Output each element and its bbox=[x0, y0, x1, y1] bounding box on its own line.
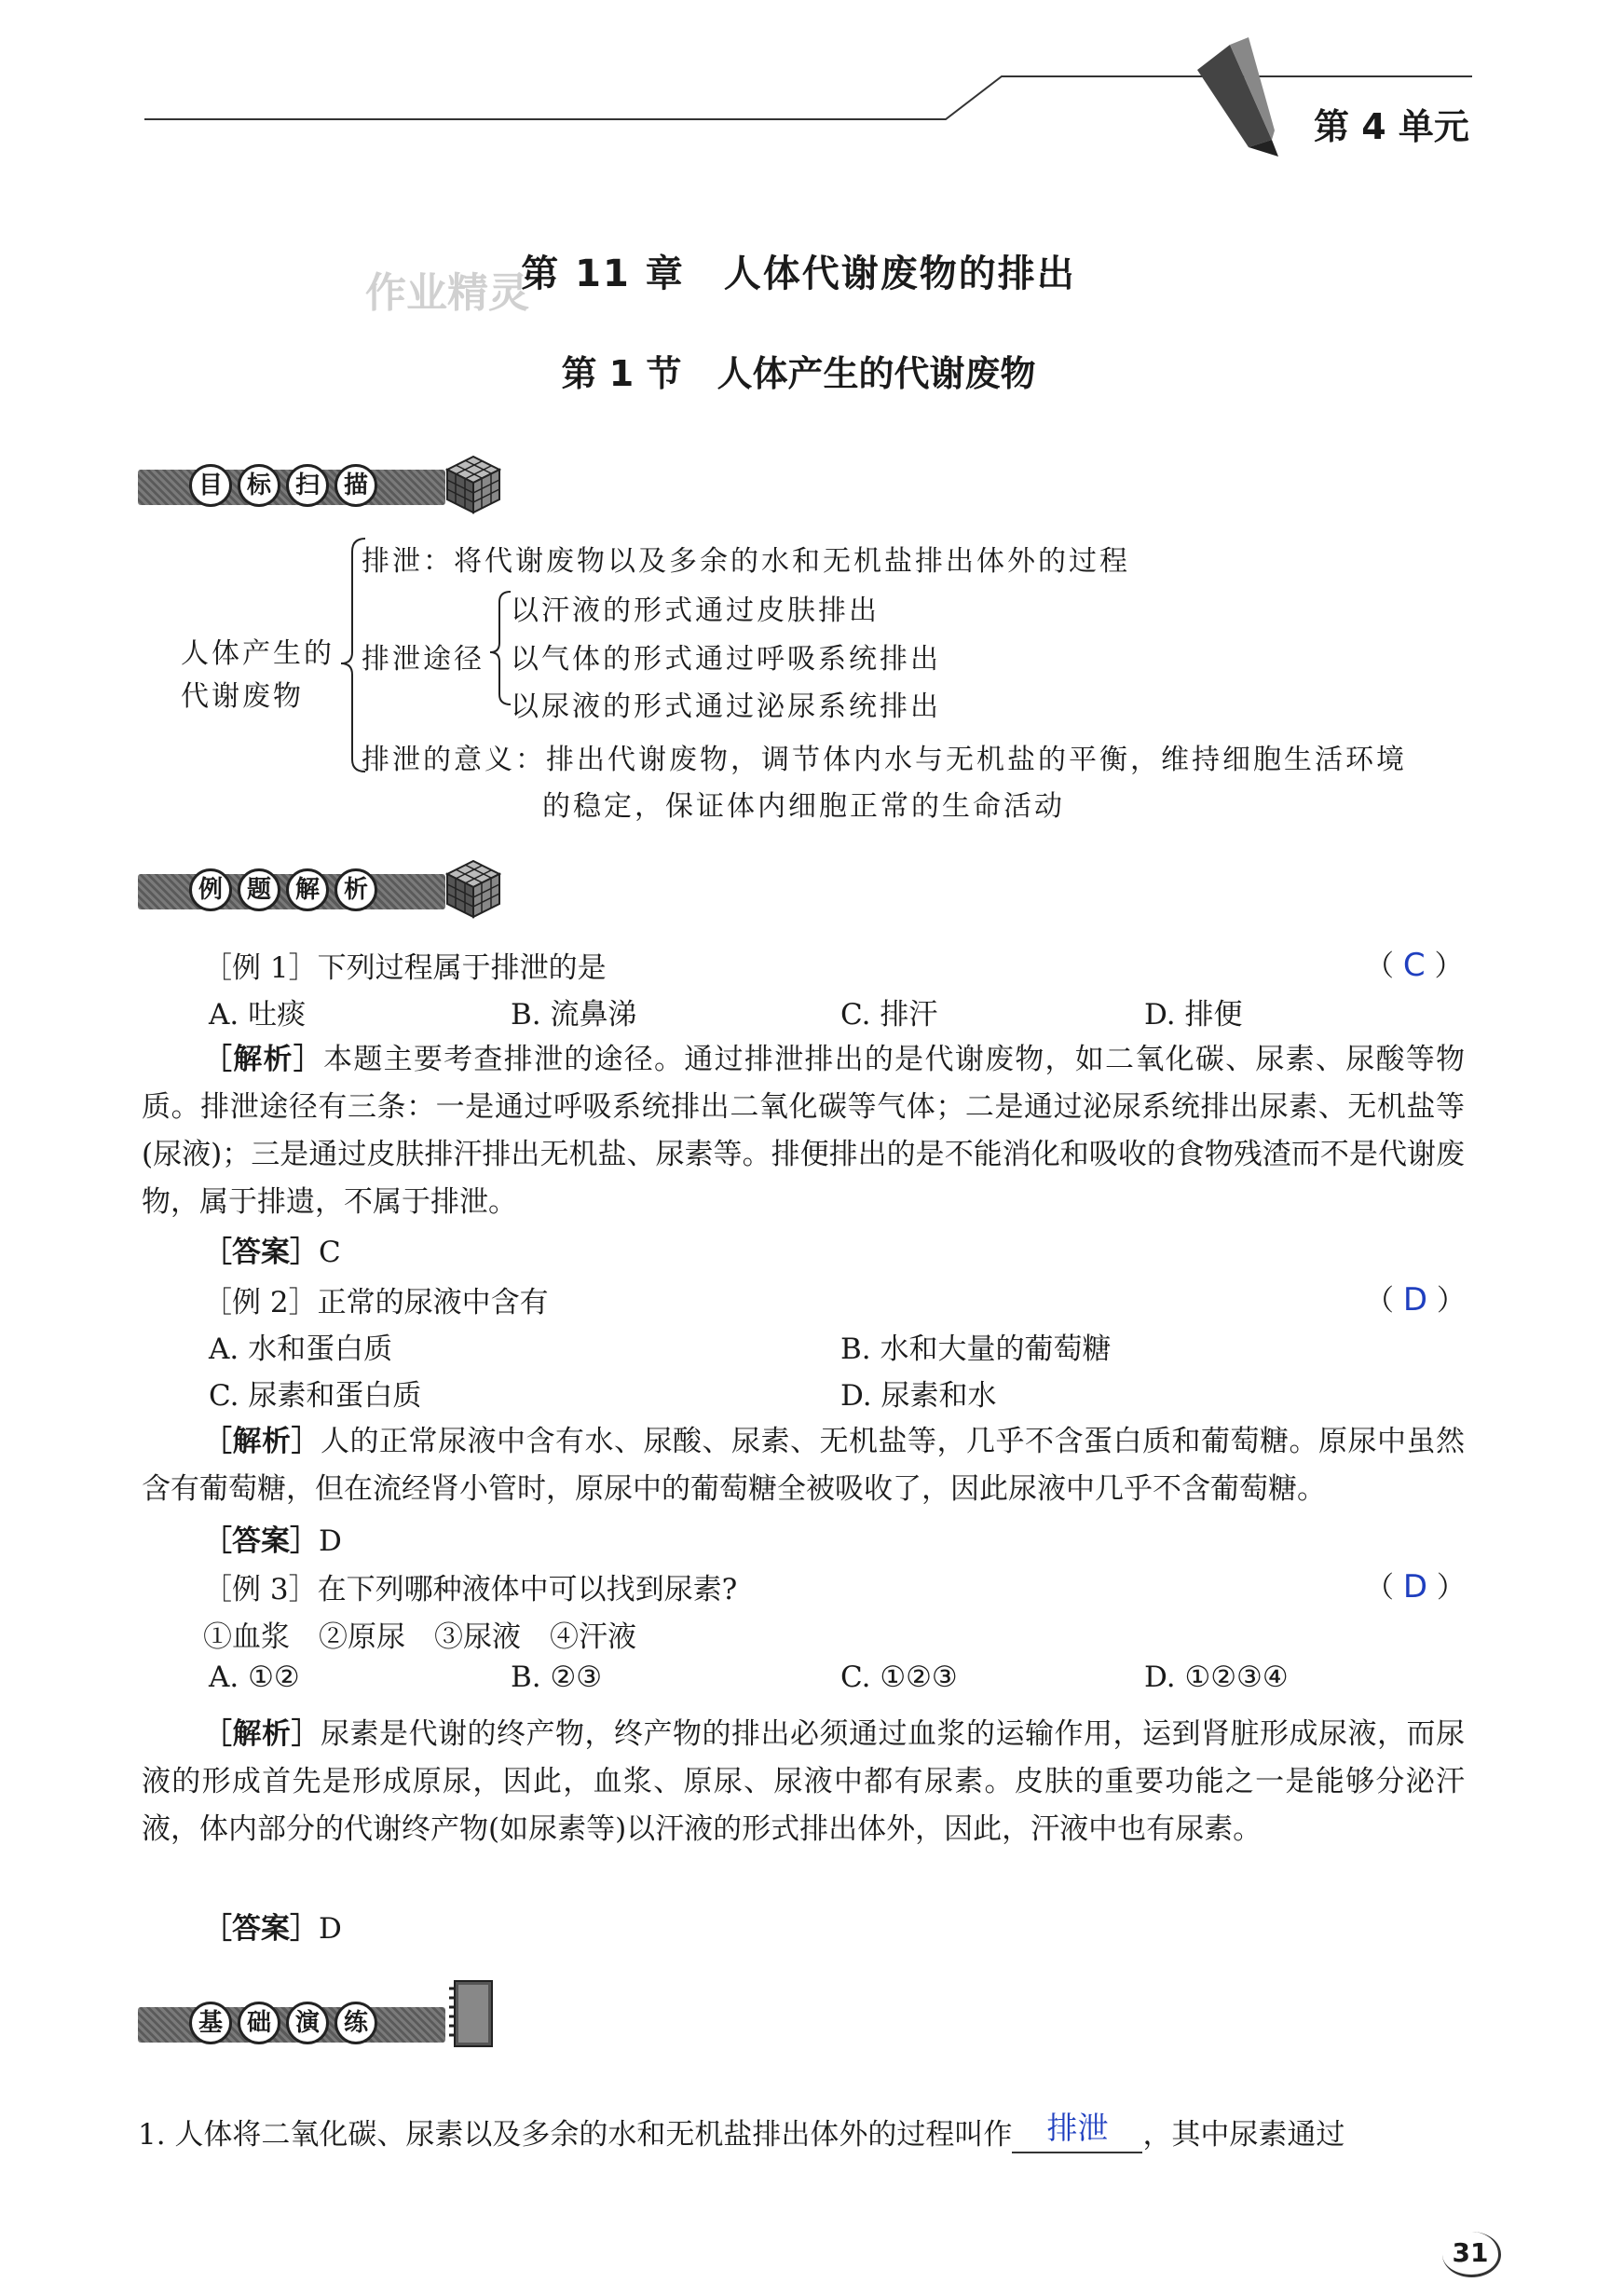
outline-route: 以气体的形式通过呼吸系统排出 bbox=[511, 643, 941, 676]
banner-char: 解 bbox=[286, 868, 329, 911]
example-3-answer bbox=[203, 1905, 342, 1947]
section-title: 第 1 节 人体产生的代谢废物 bbox=[561, 353, 1036, 394]
banner-char: 目 bbox=[189, 464, 232, 507]
example-2-stem: ［例 2］正常的尿液中含有 bbox=[203, 1286, 549, 1319]
banner-char: 描 bbox=[334, 464, 377, 507]
answer-mark: C bbox=[1402, 947, 1426, 984]
banner-char: 演 bbox=[286, 2002, 329, 2044]
option: A. ①② bbox=[209, 1660, 300, 1694]
example-1-analysis bbox=[142, 1036, 1465, 1226]
option: D. 尿素和水 bbox=[840, 1379, 997, 1413]
answer-label: ［答案］ bbox=[203, 1524, 319, 1558]
example-3-stem: ［例 3］在下列哪种液体中可以找到尿素? bbox=[203, 1573, 738, 1606]
outline-meaning-2: 的稳定，保证体内细胞正常的生命活动 bbox=[542, 790, 1065, 823]
outline-route: 以汗液的形式通过皮肤排出 bbox=[511, 594, 880, 627]
option: A. 水和蛋白质 bbox=[209, 1332, 393, 1366]
banner-char: 基 bbox=[189, 2002, 232, 2044]
banner-char: 析 bbox=[334, 868, 377, 911]
notebook-icon bbox=[445, 1977, 501, 2052]
banner-char: 础 bbox=[238, 2002, 280, 2044]
example-3-analysis bbox=[142, 1711, 1465, 1853]
unit-label: 第 4 单元 bbox=[1314, 106, 1469, 147]
banner-examples bbox=[138, 868, 511, 915]
analysis-label: ［解析］ bbox=[203, 1425, 321, 1458]
option: B. ②③ bbox=[511, 1660, 603, 1694]
option: C. ①②③ bbox=[840, 1660, 958, 1694]
option: C. 尿素和蛋白质 bbox=[209, 1379, 422, 1413]
example-1-answer-mark: （ C ） bbox=[1365, 947, 1464, 984]
rubiks-cube-icon bbox=[445, 859, 501, 919]
answer-value: D bbox=[319, 1912, 342, 1946]
practice-question-1 bbox=[138, 2111, 1344, 2153]
outline-meaning: 排泄的意义：排出代谢废物，调节体内水与无机盐的平衡，维持细胞生活环境 bbox=[362, 744, 1407, 776]
q1-answer-blank[interactable] bbox=[1012, 2110, 1142, 2153]
analysis-text: 本题主要考查排泄的途径。通过排泄排出的是代谢废物，如二氧化碳、尿素、尿酸等物质。排泄途径有三条：一是通过呼吸系统排出二氧化碳等气体；二是通过泌尿系统排出尿素、无机盐等(尿液)；三是通过皮肤排汗排出无机盐、尿素等。排便排出的是不能消化和吸收的食物残渣而不是代谢废物，属于排遗，不属于排泄。 bbox=[142, 1043, 1466, 1219]
banner-char: 例 bbox=[189, 868, 232, 911]
outline-root: 人体产生的 bbox=[181, 637, 334, 670]
option: B. 水和大量的葡萄糖 bbox=[840, 1332, 1112, 1366]
analysis-label: ［解析］ bbox=[203, 1717, 321, 1751]
q1-text-before: 1. 人体将二氧化碳、尿素以及多余的水和无机盐排出体外的过程叫作 bbox=[138, 2118, 1013, 2152]
outline-root-2: 代谢废物 bbox=[181, 680, 304, 713]
q1-text-after: ，其中尿素通过 bbox=[1142, 2118, 1345, 2152]
example-2-analysis bbox=[142, 1418, 1465, 1513]
analysis-label: ［解析］ bbox=[203, 1043, 324, 1076]
example-3-answer-mark: （ D ） bbox=[1365, 1568, 1466, 1606]
answer-value: D bbox=[319, 1524, 342, 1558]
chapter-title: 第 11 章 人体代谢废物的排出 bbox=[521, 253, 1076, 295]
answer-label: ［答案］ bbox=[203, 1912, 319, 1946]
answer-label: ［答案］ bbox=[203, 1236, 319, 1269]
analysis-text: 尿素是代谢的终产物，终产物的排出必须通过血浆的运输作用，运到肾脏形成尿液，而尿液的形成首先是形成原尿，因此，血浆、原尿、尿液中都有尿素。皮肤的重要功能之一是能够分泌汗液，体内部分的代谢终产物(如尿素等)以汗液的形式排出体外，因此，汗液中也有尿素。 bbox=[142, 1717, 1465, 1846]
answer-mark: D bbox=[1402, 1568, 1428, 1606]
option: B. 流鼻涕 bbox=[511, 998, 637, 1032]
banner-char: 题 bbox=[238, 868, 280, 911]
q1-fill: 排泄 bbox=[1046, 2110, 1109, 2146]
banner-char: 练 bbox=[334, 2002, 377, 2044]
example-2-answer bbox=[203, 1517, 342, 1559]
outline-route: 以尿液的形式通过泌尿系统排出 bbox=[511, 690, 941, 723]
analysis-text: 人的正常尿液中含有水、尿酸、尿素、无机盐等，几乎不含蛋白质和葡萄糖。原尿中虽然含有葡萄糖，但在流经肾小管时，原尿中的葡萄糖全被吸收了，因此尿液中几乎不含葡萄糖。 bbox=[142, 1425, 1465, 1506]
option: D. 排便 bbox=[1144, 998, 1243, 1032]
example-2-answer-mark: （ D ） bbox=[1365, 1281, 1466, 1319]
watermark: 作业精灵 bbox=[365, 269, 529, 317]
answer-value: C bbox=[319, 1236, 341, 1269]
banner-char: 扫 bbox=[286, 464, 329, 507]
example-1-answer bbox=[203, 1228, 341, 1270]
example-3-items: ①血浆 ②原尿 ③尿液 ④汗液 bbox=[203, 1620, 636, 1654]
banner-char: 标 bbox=[238, 464, 280, 507]
banner-practice bbox=[138, 2002, 511, 2048]
option: C. 排汗 bbox=[840, 998, 938, 1032]
page-number: 31 bbox=[1442, 2232, 1501, 2277]
outline-routes-label: 排泄途径 bbox=[362, 643, 485, 676]
option: A. 吐痰 bbox=[209, 998, 307, 1032]
option: D. ①②③④ bbox=[1144, 1660, 1289, 1694]
example-1-stem: ［例 1］下列过程属于排泄的是 bbox=[203, 951, 607, 985]
outline-excretion: 排泄：将代谢废物以及多余的水和无机盐排出体外的过程 bbox=[362, 545, 1130, 578]
answer-mark: D bbox=[1402, 1281, 1428, 1319]
